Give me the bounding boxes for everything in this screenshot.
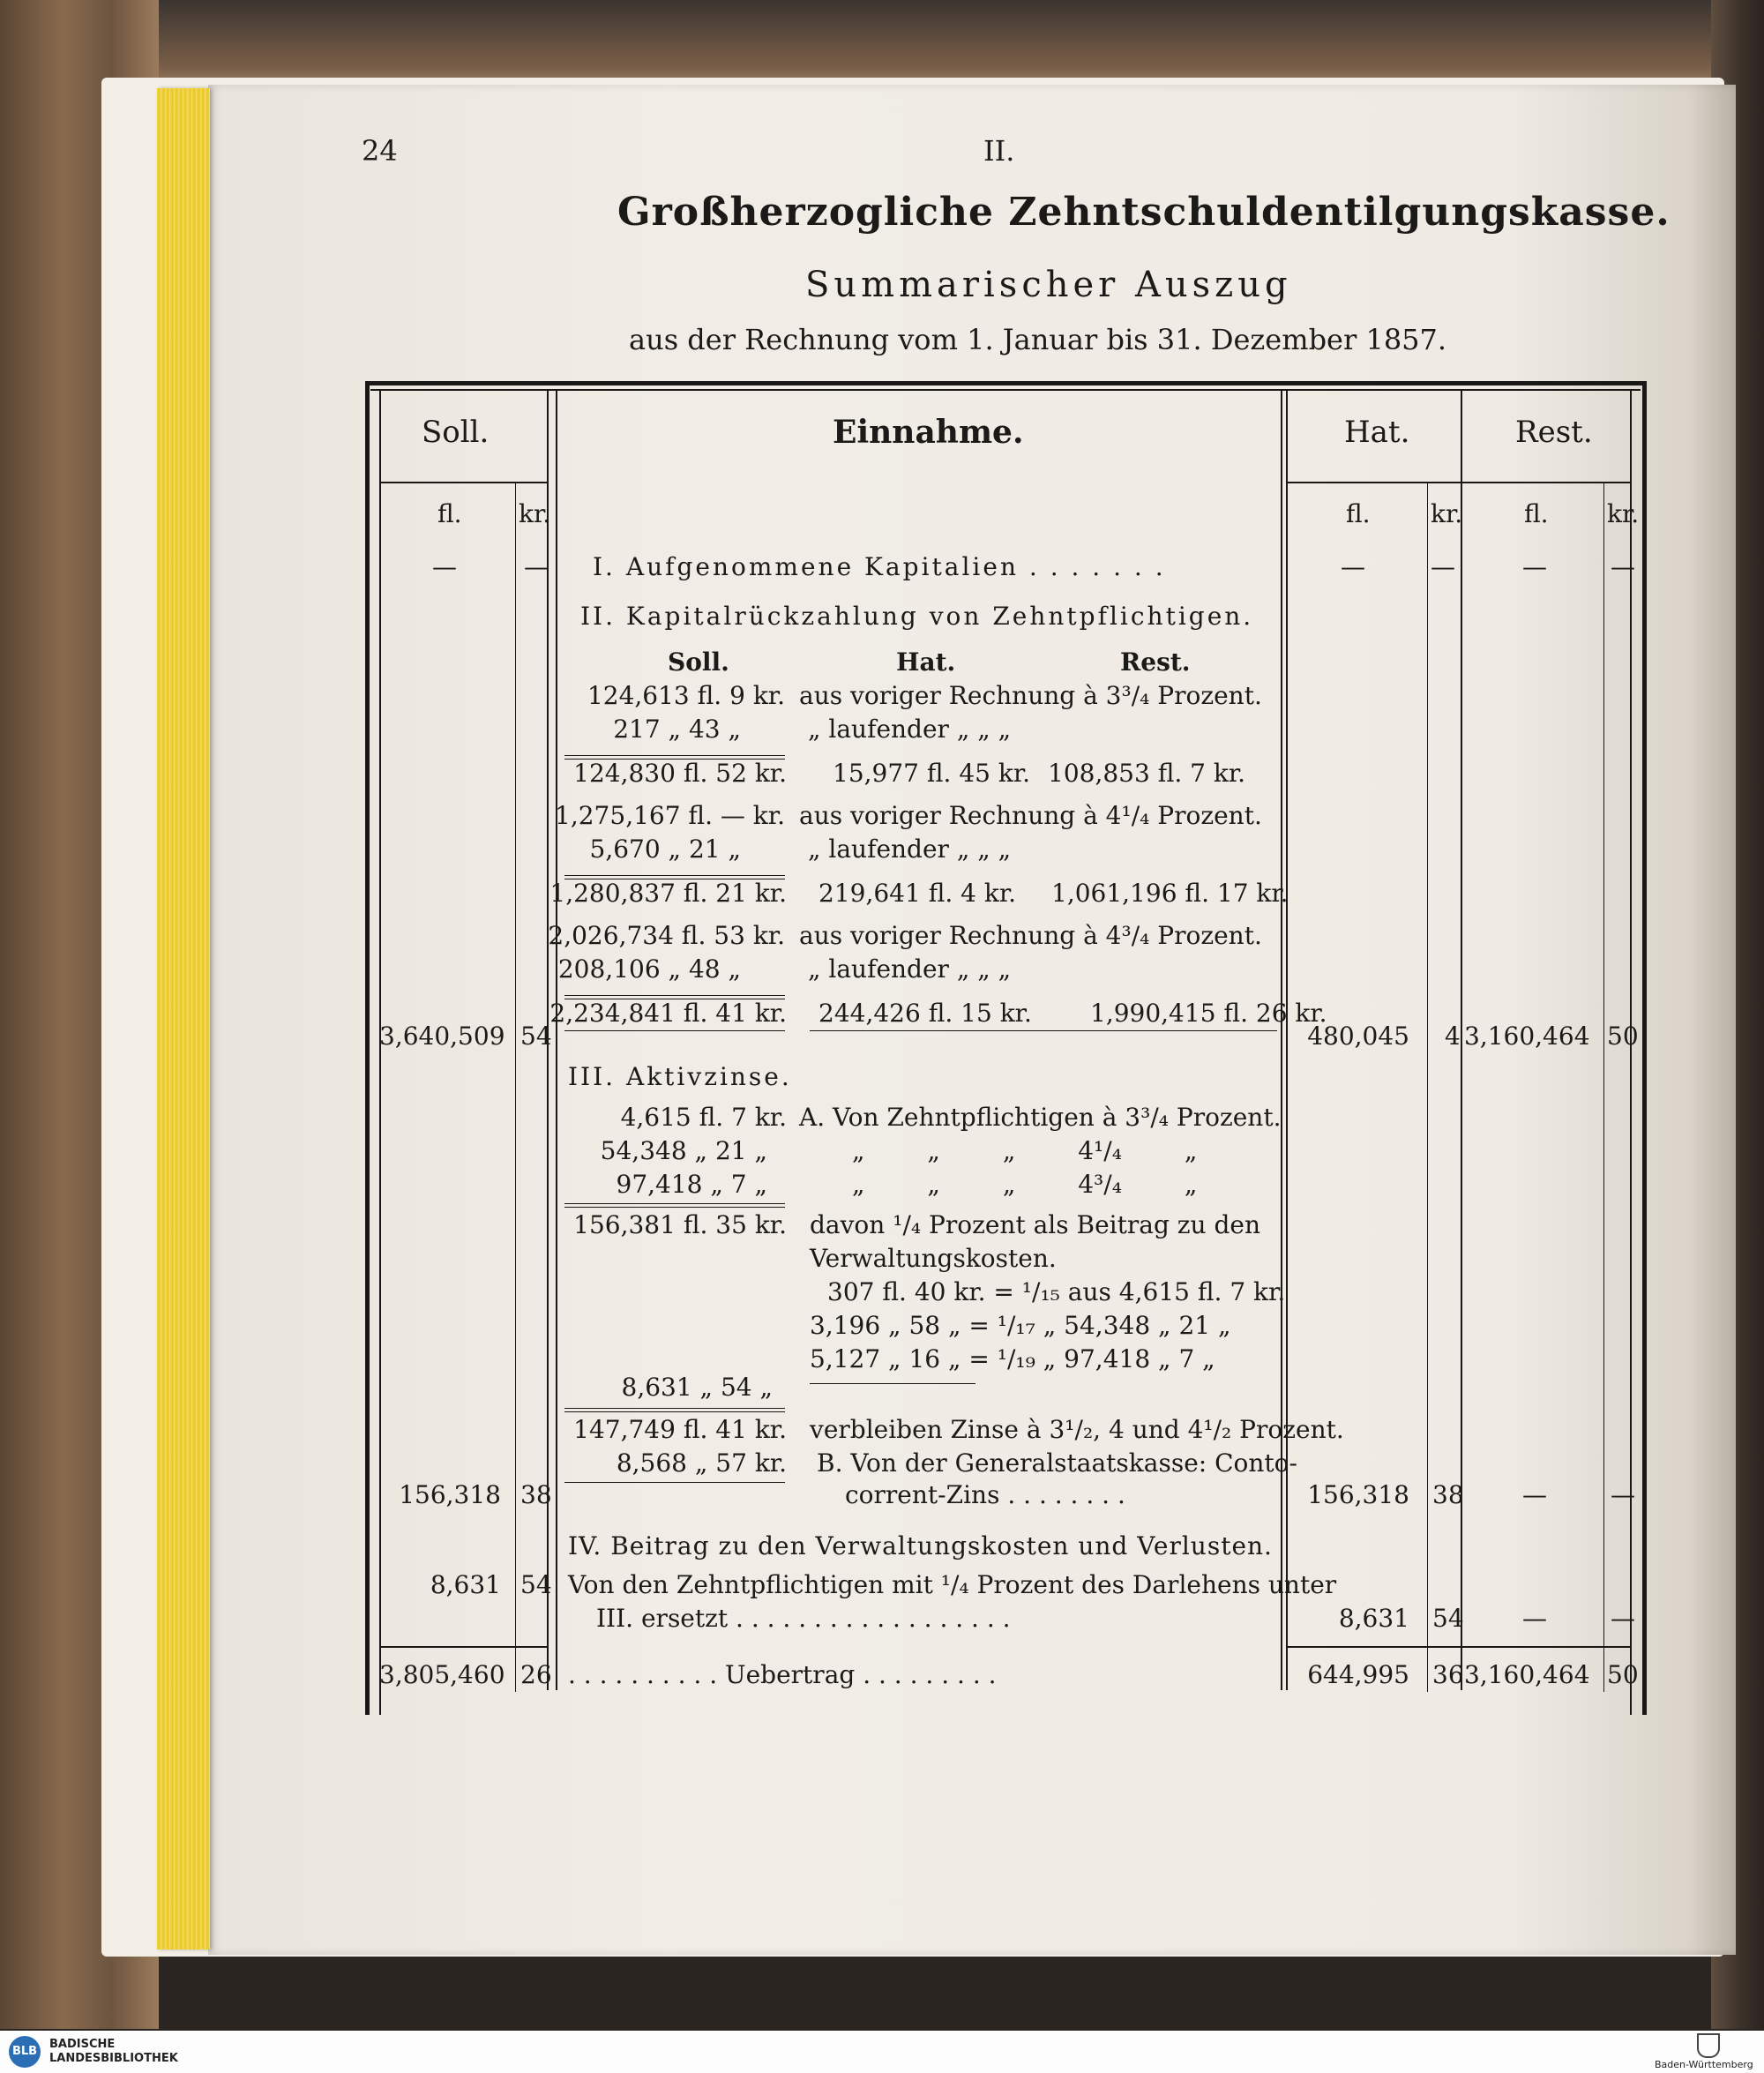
einnahme-header: Einnahme. — [833, 414, 1024, 451]
page-title: Großherzogliche Zehntschuldentilgungskasse. — [617, 190, 1671, 235]
s3-a2-amount: 54,348 „ 21 „ — [600, 1136, 767, 1165]
page-number: 24 — [362, 134, 398, 168]
hat-kr-divider — [1427, 483, 1428, 1692]
s3-calc-1: 307 fl. 40 kr. = ¹/₁₅ aus 4,615 fl. 7 kr. — [827, 1277, 1286, 1306]
section4-line1: Von den Zehntpflichtigen mit ¹/₄ Prozent des Darlehens unter — [568, 1570, 1337, 1599]
crest-icon — [1697, 2033, 1720, 2058]
g1-sum-rule — [564, 755, 785, 757]
s3-a2-text: „ „ „ 4¹/₄ „ — [852, 1136, 1198, 1165]
rest-header: Rest. — [1515, 415, 1593, 450]
table-top-rule-inner — [370, 389, 1641, 391]
rest-kr-header: kr. — [1607, 499, 1640, 528]
hat-divider — [1281, 389, 1282, 1690]
section2-rest-kr: 50 — [1607, 1022, 1639, 1051]
s3-rem-rule — [564, 1408, 785, 1410]
g3-bottom-rule-2 — [810, 1030, 1277, 1032]
uebertrag-hat-fl: 644,995 — [1307, 1660, 1409, 1689]
s3-sum-rule — [564, 1203, 785, 1205]
g2-prev-amount: 1,275,167 fl. — kr. — [555, 801, 785, 830]
s3-calc-3: 5,127 „ 16 „ = ¹/₁₉ „ 97,418 „ 7 „ — [810, 1344, 1215, 1373]
uebertrag-hat-kr: 36 — [1432, 1660, 1464, 1689]
hat-header: Hat. — [1344, 415, 1410, 450]
soll-fl-header: fl. — [437, 499, 462, 528]
section3-label: III. Aktivzinse. — [568, 1062, 792, 1091]
g3-current-amount: 208,106 „ 48 „ — [557, 954, 741, 984]
g2-current-text: „ laufender „ „ „ — [808, 834, 1012, 864]
g1-hat: 15,977 fl. 45 kr. — [833, 759, 1031, 788]
g3-sum: 2,234,841 fl. 41 kr. — [549, 999, 787, 1028]
s3-calc-rule — [810, 1383, 975, 1385]
section1-hat-kr: — — [1431, 552, 1455, 581]
section4-line2: III. ersetzt . . . . . . . . . . . . . . . . . . — [596, 1604, 1011, 1633]
table-left-inner — [379, 389, 381, 1715]
table-top-rule — [365, 381, 1646, 385]
s3-remaining-text: verbleiben Zinse à 3¹/₂, 4 und 4¹/₂ Prozent. — [810, 1415, 1344, 1444]
soll-header-rule — [379, 482, 549, 483]
g2-hat: 219,641 fl. 4 kr. — [818, 879, 1017, 908]
g3-sum-rule — [564, 995, 785, 997]
section3-rest-fl: — — [1522, 1480, 1547, 1509]
s3-a3-text: „ „ „ 4³/₄ „ — [852, 1170, 1198, 1199]
g1-prev-text: aus voriger Rechnung à 3³/₄ Prozent. — [799, 681, 1262, 710]
section2-sub-rest: Rest. — [1120, 647, 1191, 677]
s3-davon-1: davon ¹/₄ Prozent als Beitrag zu den — [810, 1210, 1260, 1239]
g1-sum: 124,830 fl. 52 kr. — [573, 759, 787, 788]
soll-header: Soll. — [422, 415, 490, 450]
section2-soll-fl: 3,640,509 — [379, 1022, 505, 1051]
library-name-line2: LANDESBIBLIOTHEK — [49, 2052, 178, 2065]
gilt-page-edge — [157, 88, 210, 1950]
table-right-border — [1642, 381, 1647, 1715]
g3-hat: 244,426 fl. 15 kr. — [818, 999, 1032, 1028]
s3-sum: 156,381 fl. 35 kr. — [573, 1210, 787, 1239]
g2-prev-text: aus voriger Rechnung à 4¹/₄ Prozent. — [799, 801, 1262, 830]
section2-hat-kr: 4 — [1445, 1022, 1461, 1051]
section2-sub-soll: Soll. — [668, 647, 729, 677]
g3-current-text: „ laufender „ „ „ — [808, 954, 1012, 984]
s3-rem-rule-2 — [564, 1411, 785, 1413]
g3-prev-amount: 2,026,734 fl. 53 kr. — [548, 921, 785, 950]
g1-current-amount: 217 „ 43 „ — [613, 715, 741, 744]
uebertrag-soll-fl: 3,805,460 — [379, 1660, 505, 1689]
section3-soll-fl: 156,318 — [399, 1480, 501, 1509]
uebertrag-rest-fl: 3,160,464 — [1464, 1660, 1590, 1689]
g3-bottom-rule — [564, 1030, 785, 1032]
table-right-inner — [1630, 389, 1632, 1715]
g1-rest: 108,853 fl. 7 kr. — [1048, 759, 1246, 788]
soll-total-rule — [379, 1646, 549, 1648]
state-name: Baden-Württemberg — [1655, 2059, 1753, 2070]
soll-kr-divider — [515, 483, 516, 1692]
s3-a3-amount: 97,418 „ 7 „ — [616, 1170, 767, 1199]
g1-current-text: „ laufender „ „ „ — [808, 715, 1012, 744]
hat-rest-header-rule — [1286, 482, 1632, 483]
g1-prev-amount: 124,613 fl. 9 kr. — [587, 681, 785, 710]
g3-prev-text: aus voriger Rechnung à 4³/₄ Prozent. — [799, 921, 1262, 950]
library-footer — [0, 2031, 1764, 2073]
uebertrag-label: . . . . . . . . . . Uebertrag . . . . . . . . . — [568, 1660, 997, 1689]
section2-hat-fl: 480,045 — [1307, 1022, 1409, 1051]
s3-a1-amount: 4,615 fl. 7 kr. — [620, 1103, 787, 1132]
s3-b-rule — [564, 1482, 785, 1484]
section2-sub-hat: Hat. — [896, 647, 956, 677]
library-name-line1: BADISCHE — [49, 2038, 116, 2051]
s3-remaining: 147,749 fl. 41 kr. — [573, 1415, 787, 1444]
g2-current-amount: 5,670 „ 21 „ — [589, 834, 741, 864]
g2-sum: 1,280,837 fl. 21 kr. — [549, 879, 787, 908]
g3-rest: 1,990,415 fl. 26 kr. — [1090, 999, 1327, 1028]
g2-rest: 1,061,196 fl. 17 kr. — [1051, 879, 1289, 908]
section4-rest-kr: — — [1611, 1604, 1635, 1633]
section3-rest-kr: — — [1611, 1480, 1635, 1509]
page-subtitle: Summarischer Auszug — [805, 265, 1292, 305]
section1-soll-fl: — — [432, 552, 457, 581]
hat-rest-total-rule — [1286, 1646, 1632, 1648]
s3-b-amount: 8,568 „ 57 kr. — [616, 1448, 787, 1478]
s3-a1-text: A. Von Zehntpflichtigen à 3³/₄ Prozent. — [799, 1103, 1282, 1132]
uebertrag-rest-kr: 50 — [1607, 1660, 1639, 1689]
g2-sum-rule — [564, 875, 785, 877]
section3-hat-fl: 156,318 — [1307, 1480, 1409, 1509]
section1-rest-kr: — — [1611, 552, 1635, 581]
section3-hat-kr: 38 — [1432, 1480, 1464, 1509]
s3-davon-2: Verwaltungskosten. — [810, 1244, 1057, 1273]
blb-logo[interactable]: BLB — [9, 2036, 41, 2068]
section2-label: II. Kapitalrückzahlung von Zehntpflichtigen. — [580, 602, 1254, 631]
section1-label: I. Aufgenommene Kapitalien . . . . . . . — [593, 552, 1166, 581]
section1-soll-kr: — — [524, 552, 549, 581]
rest-kr-divider — [1603, 483, 1604, 1692]
soll-divider-2 — [556, 389, 557, 1690]
section2-rest-fl: 3,160,464 — [1464, 1022, 1590, 1051]
s3-deduction: 8,631 „ 54 „ — [621, 1373, 773, 1402]
period-line: aus der Rechnung vom 1. Januar bis 31. Dezember 1857. — [629, 323, 1447, 356]
section3-soll-kr: 38 — [520, 1480, 552, 1509]
section1-hat-fl: — — [1341, 552, 1365, 581]
section4-rest-fl: — — [1522, 1604, 1547, 1633]
table-left-border — [365, 381, 370, 1715]
hat-fl-header: fl. — [1346, 499, 1371, 528]
section1-rest-fl: — — [1522, 552, 1547, 581]
s3-b-text: B. Von der Generalstaatskasse: Conto- — [817, 1448, 1297, 1478]
soll-kr-header: kr. — [519, 499, 551, 528]
section4-hat-fl: 8,631 — [1338, 1604, 1409, 1633]
section4-hat-kr: 54 — [1432, 1604, 1464, 1633]
s3-calc-2: 3,196 „ 58 „ = ¹/₁₇ „ 54,348 „ 21 „ — [810, 1311, 1231, 1340]
section-number: II. — [983, 134, 1015, 168]
s3-b-text-2: corrent-Zins . . . . . . . . — [845, 1480, 1125, 1509]
hat-kr-header: kr. — [1431, 499, 1463, 528]
section4-soll-fl: 8,631 — [430, 1570, 501, 1599]
s3-sum-rule-2 — [564, 1207, 785, 1209]
section4-soll-kr: 54 — [520, 1570, 552, 1599]
section2-soll-kr: 54 — [520, 1022, 552, 1051]
uebertrag-soll-kr: 26 — [520, 1660, 552, 1689]
section4-label: IV. Beitrag zu den Verwaltungskosten und Verlusten. — [568, 1531, 1273, 1560]
rest-fl-header: fl. — [1524, 499, 1549, 528]
library-name — [49, 2038, 178, 2066]
